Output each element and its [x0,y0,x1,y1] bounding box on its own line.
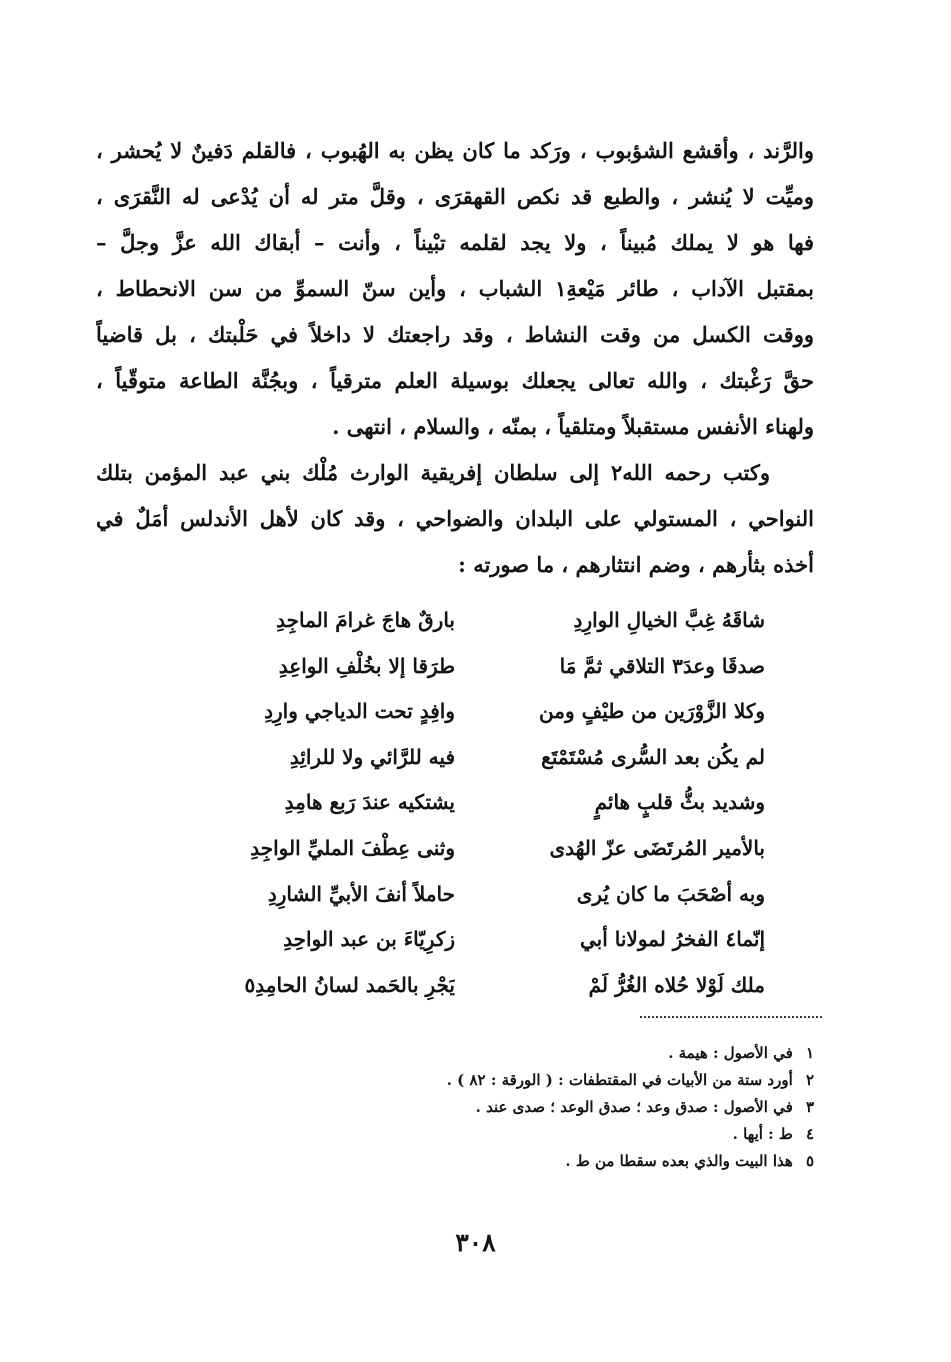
footnote-text: ط : أيها . [732,1125,793,1143]
verse-first-hemistich: وكلا الزَّوْرَين من طيْفٍ ومن [539,699,765,724]
verse-second-hemistich: زكرِيّاءَ بن عبد الواحِدِ [283,927,455,952]
footnote [200,1067,814,1094]
footnote [200,1121,814,1148]
footnote [200,1148,814,1175]
prose-line: فها هو لا يملك مُبيناً ، ولا يجد لقلمه تبْيناً ، وأنت – أبقاك الله عزَّ وجلَّ – [96,230,814,255]
prose-line: النواحي ، المستولي على البلدان والضواحي ، وقد كان لأهل الأندلس أمَلٌ في [96,506,814,531]
page-number: ٣٠٨ [455,1228,496,1257]
verse-first-hemistich: لم يكُن بعد السُّرى مُسْتَمْتَع [541,744,765,769]
prose-line: أخذه بثأرهم ، وضم انتثارهم ، ما صورته : [458,552,814,577]
verse-first-hemistich: صدقَا وعدَ٣ التلاقي ثمَّ مَا [559,653,765,678]
verse-first-hemistich: وبه أصْحَبَ ما كان يُرى [576,881,765,906]
footnote [200,1040,814,1067]
verse-first-hemistich: وشديد بثُّ قلبٍ هائمٍ [594,790,765,815]
poem-verse [195,644,765,690]
poem-verse [195,689,765,735]
verse-first-hemistich: بالأمير المُرتَضَى عزّ الهُدى [549,835,765,860]
footnote-text: أورد ستة من الأبيات في المقتطفات : ( الورقة : ٨٢ ) . [446,1071,793,1089]
footnote-text: هذا البيت والذي بعده سقطا من ط . [565,1152,793,1170]
prose-line: والرَّند ، وأقشع الشؤبوب ، ورَكد ما كان يظن به الهُبوب ، فالقلم دَفينٌ لا يُحشر ، [96,138,814,163]
verse-second-hemistich: بارقٌ هاجَ غرامَ الماجِدِ [276,608,455,632]
prose-line: بمقتبل الآداب ، طائر مَيْعةِ١ الشباب ، وأين سنّ السموِّ من سن الانحطاط ، [96,276,814,301]
footnote-number: ٤ [805,1125,814,1143]
poem-verse [195,826,765,872]
verse-second-hemistich: حاملاً أنفَ الأبيِّ الشارِدِ [267,881,455,906]
verse-second-hemistich: وثنى عِطْفَ المليِّ الواجِدِ [250,835,455,860]
prose-line: ووقت الكسل من وقت النشاط ، وقد راجعتك لا داخلاً في حَلْبتك ، بل قاضياً [96,322,814,347]
poem-verse [195,735,765,781]
poem-block [195,598,765,1008]
footnote-text: في الأصول : هيمة . [668,1044,793,1062]
prose-line: ولهناء الأنفس مستقبلاً ومتلقياً ، بمنّه ، والسلام ، انتهى . [332,414,814,439]
footnote-number: ٢ [805,1071,814,1089]
poem-verse [195,598,765,644]
poem-verse [195,963,765,1009]
prose-line: وكتب رحمه الله٢ إلى سلطان إفريقية الوارث مُلْك بني عبد المؤمن بتلك [96,460,771,485]
footnote [200,1094,814,1121]
footnote-divider [640,1016,822,1018]
prose-line: وميِّت لا يُنشر ، والطبع قد نكص القهقرَى ، وقلَّ متر له أن يُدْعى له النَّقرَى ، [96,184,814,209]
footnote-text: في الأصول : صدق وعد ؛ صدق الوعد ؛ صدى عند . [475,1098,793,1116]
footnotes [200,1040,814,1175]
poem-verse [195,780,765,826]
verse-second-hemistich: يَجْرِ بالحَمد لسانُ الحامِدِ٥ [244,972,455,997]
poem-verse [195,917,765,963]
verse-second-hemistich: وافِدٍ تحت الدياجي وارِدِ [264,699,455,724]
verse-second-hemistich: طرَقا إلا بخُلْفِ الواعِدِ [278,653,455,678]
poem-verse [195,872,765,918]
verse-first-hemistich: شاقَهُ غِبَّ الخيالِ الوارِدِ [573,608,765,632]
footnote-number: ١ [805,1044,814,1062]
prose-line: حقَّ رَغْبتك ، والله تعالى يجعلك بوسيلة العلم مترقياً ، وبجُنَّة الطاعة متوقّياً ، [96,368,814,393]
verse-first-hemistich: إنّما٤ الفخرُ لمولانا أبي [580,927,765,952]
verse-first-hemistich: ملك لَوْلا حُلاه الغُرُّ لَمْ [588,972,765,997]
verse-second-hemistich: فيه للرَّائي ولا للرائِدِ [289,744,455,769]
footnote-number: ٣ [805,1098,814,1116]
footnote-number: ٥ [805,1152,814,1170]
verse-second-hemistich: يشتكيه عندَ رَبع هامِدِ [284,790,455,815]
prose-block [96,128,814,588]
